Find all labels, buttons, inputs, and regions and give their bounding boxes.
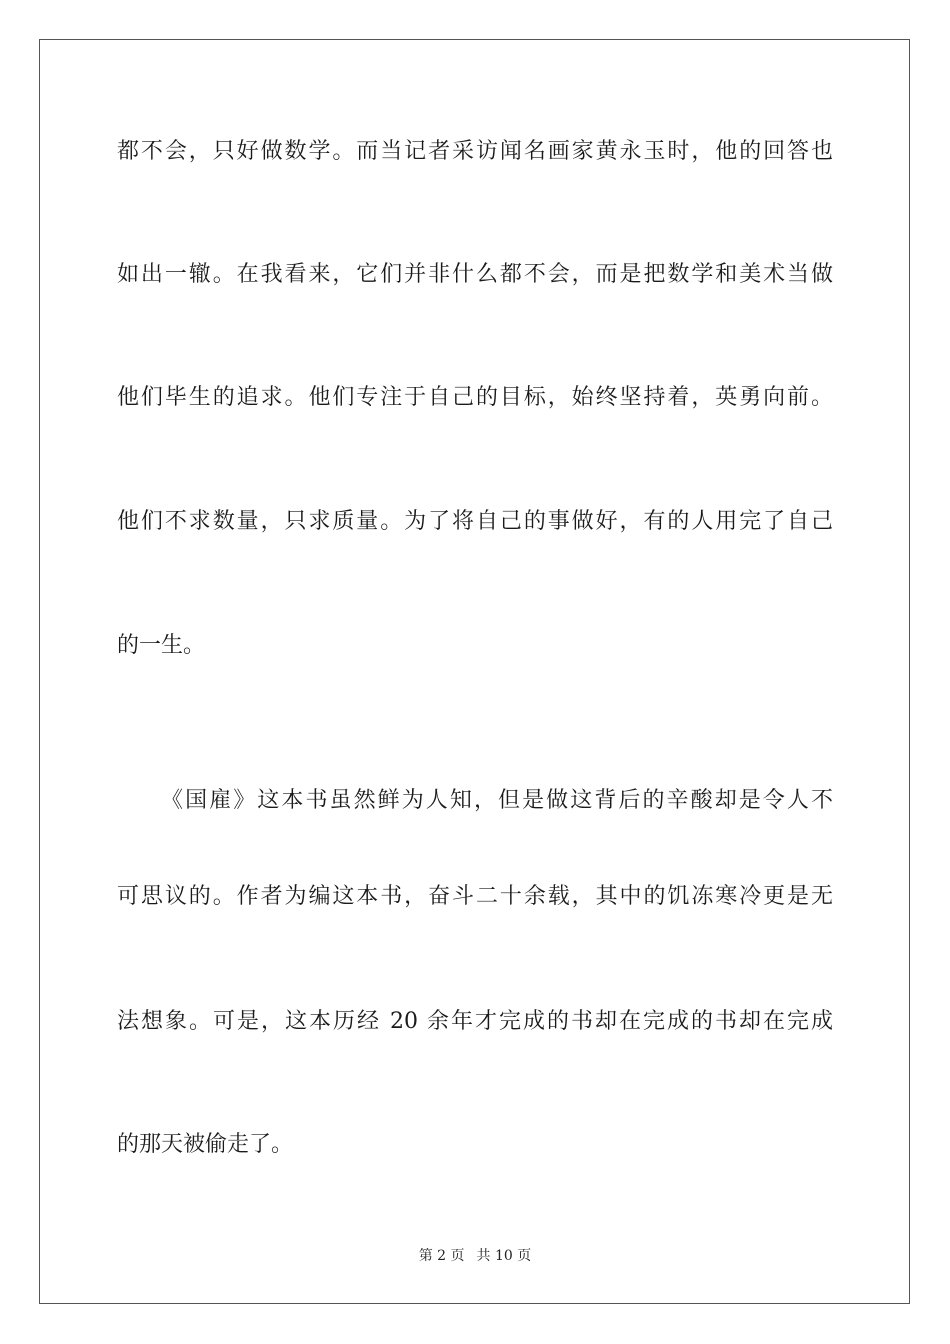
text-line-9: 的那天被偷走了。 (117, 1132, 294, 1157)
text-line-2: 如出一辙。在我看来，它们并非什么都不会，而是把数学和美术当做 (117, 262, 833, 287)
text-line-1: 都不会，只好做数学。而当记者采访闻名画家黄永玉时，他的回答也 (117, 139, 833, 164)
text-line-8: 法想象。可是，这本历经 20 余年才完成的书却在完成的书却在完成 (117, 1009, 833, 1034)
page-total: 共 10 页 (476, 1248, 532, 1264)
page-footer (0, 1247, 950, 1265)
text-line-4: 他们不求数量，只求质量。为了将自己的事做好，有的人用完了自己 (117, 509, 833, 534)
text-line-3: 他们毕生的追求。他们专注于自己的目标，始终坚持着，英勇向前。 (117, 385, 833, 410)
text-line-6: 《国雇》这本书虽然鲜为人知，但是做这背后的辛酸却是令人不 (161, 788, 833, 813)
page-border (39, 39, 910, 1304)
text-line-7: 可思议的。作者为编这本书，奋斗二十余载，其中的饥冻寒冷更是无 (117, 884, 833, 909)
page-number: 第 2 页 (418, 1248, 465, 1264)
text-line-5: 的一生。 (117, 633, 206, 658)
